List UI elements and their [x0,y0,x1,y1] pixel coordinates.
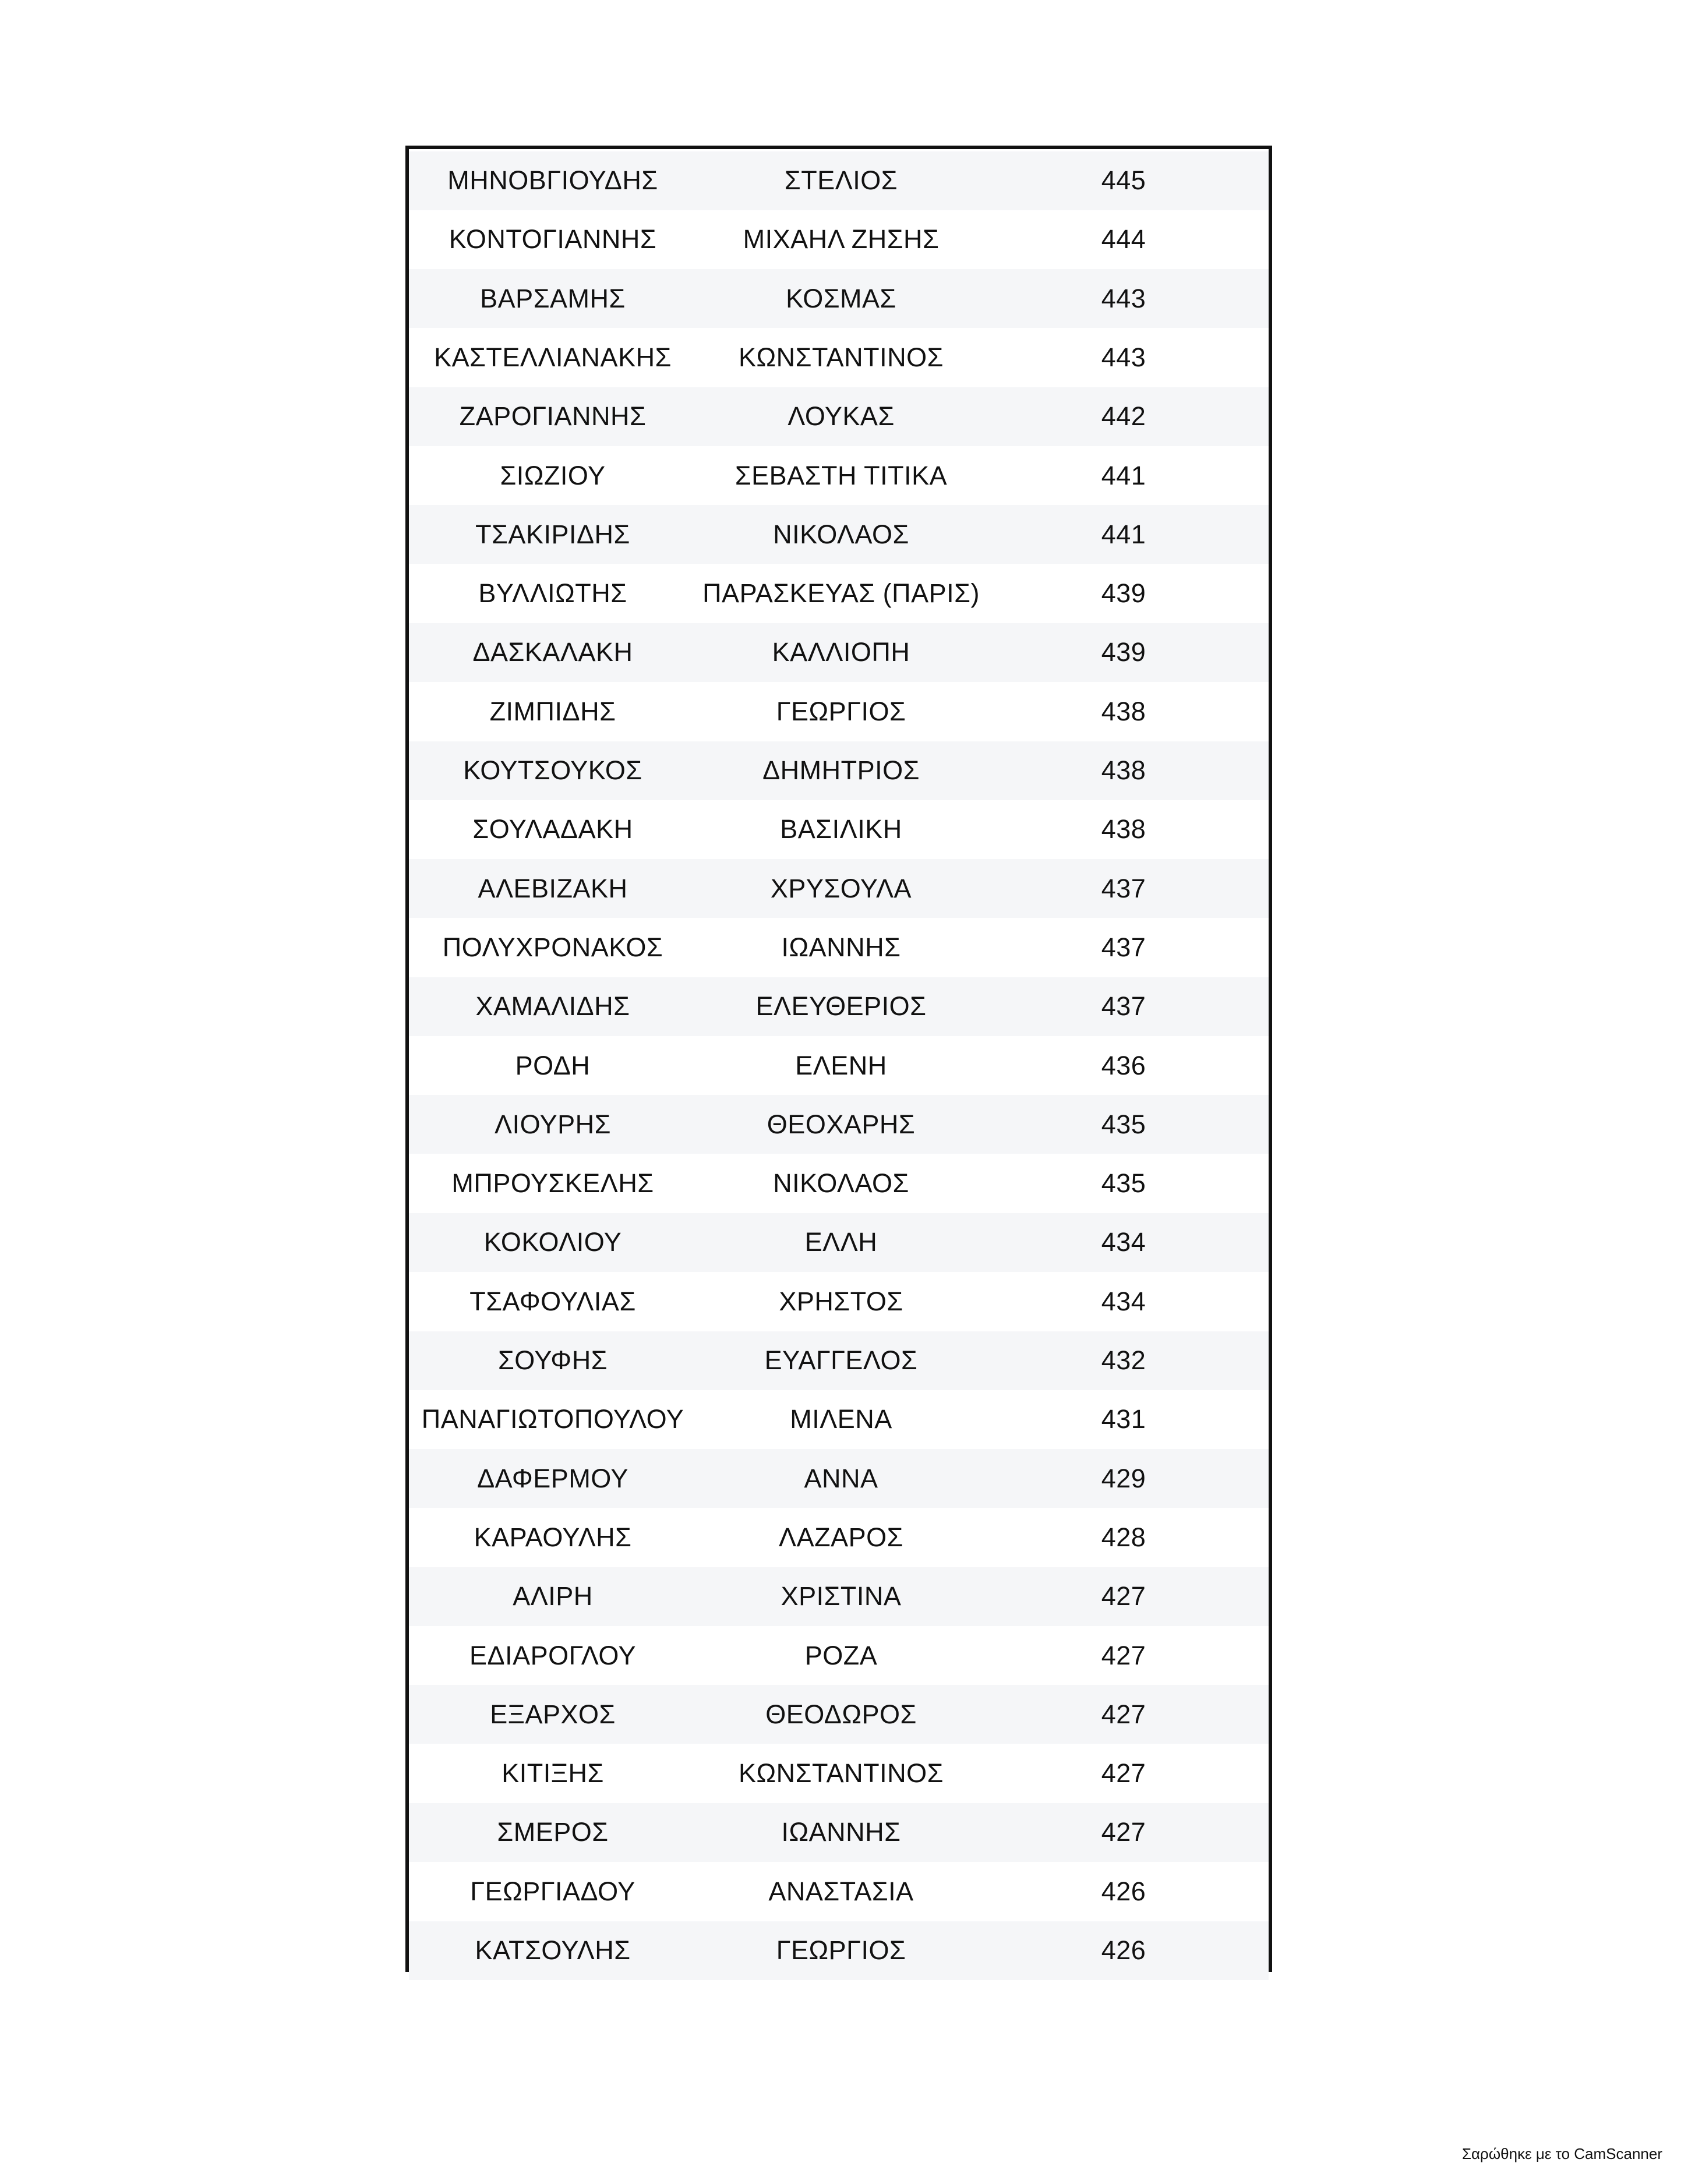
first-name-cell: ΧΡΙΣΤΙΝΑ [781,1581,902,1612]
first-name-cell: ΙΩΑΝΝΗΣ [781,1817,901,1847]
table-row [409,151,1269,210]
table-row [409,1626,1269,1685]
score-cell: 445 [1101,165,1146,195]
score-cell: 439 [1101,578,1146,609]
table-row [409,505,1269,564]
score-cell: 434 [1101,1286,1146,1316]
first-name-cell: ΛΟΥΚΑΣ [788,401,895,432]
table-row [409,446,1269,505]
surname-cell: ΓΕΩΡΓΙΑΔΟΥ [470,1876,635,1906]
score-cell: 437 [1101,873,1146,903]
table-row [409,1567,1269,1626]
first-name-cell: ΛΑΖΑΡΟΣ [779,1522,903,1552]
table-row [409,1036,1269,1095]
score-cell: 429 [1101,1463,1146,1493]
surname-cell: ΚΟΝΤΟΓΙΑΝΝΗΣ [449,224,657,255]
first-name-cell: ΚΑΛΛΙΟΠΗ [772,637,910,667]
table-row [409,918,1269,977]
score-cell: 438 [1101,755,1146,785]
table-row [409,682,1269,741]
table-row [409,210,1269,269]
score-cell: 439 [1101,637,1146,667]
first-name-cell: ΧΡΗΣΤΟΣ [779,1286,903,1316]
score-cell: 443 [1101,283,1146,313]
first-name-cell: ΕΛΛΗ [804,1227,878,1257]
surname-cell: ΜΠΡΟΥΣΚΕΛΗΣ [451,1168,654,1199]
surname-cell: ΒΥΛΛΙΩΤΗΣ [478,578,627,609]
first-name-cell: ΡΟΖΑ [804,1640,878,1670]
surname-cell: ΣΙΩΖΙΟΥ [500,460,606,490]
score-cell: 443 [1101,342,1146,372]
score-cell: 427 [1101,1699,1146,1729]
surname-cell: ΚΟΥΤΣΟΥΚΟΣ [463,755,642,785]
surname-cell: ΕΞΑΡΧΟΣ [490,1699,616,1729]
score-cell: 428 [1101,1522,1146,1552]
score-cell: 426 [1101,1876,1146,1906]
surname-cell: ΚΙΤΙΞΗΣ [502,1758,604,1789]
table-row [409,623,1269,682]
first-name-cell: ΕΛΕΝΗ [795,1050,887,1080]
surname-cell: ΚΑΤΣΟΥΛΗΣ [475,1935,631,1965]
table-row [409,741,1269,800]
surname-cell: ΣΟΥΦΗΣ [497,1345,608,1375]
score-cell: 442 [1101,401,1146,432]
surname-cell: ΡΟΔΗ [515,1050,591,1080]
first-name-cell: ΝΙΚΟΛΑΟΣ [773,1168,909,1199]
first-name-cell: ΑΝΑΣΤΑΣΙΑ [768,1876,914,1906]
surname-cell: ΚΟΚΟΛΙΟΥ [483,1227,622,1257]
surname-cell: ΤΣΑΦΟΥΛΙΑΣ [469,1286,636,1316]
first-name-cell: ΚΩΝΣΤΑΝΤΙΝΟΣ [739,1758,944,1789]
score-cell: 426 [1101,1935,1146,1965]
surname-cell: ΤΣΑΚΙΡΙΔΗΣ [475,519,630,549]
first-name-cell: ΚΩΝΣΤΑΝΤΙΝΟΣ [739,342,944,372]
score-cell: 436 [1101,1050,1146,1080]
surname-cell: ΔΑΦΕΡΜΟΥ [477,1463,628,1493]
first-name-cell: ΓΕΩΡΓΙΟΣ [776,1935,906,1965]
first-name-cell: ΚΟΣΜΑΣ [786,283,896,313]
surname-cell: ΖΙΜΠΙΔΗΣ [489,696,616,726]
first-name-cell: ΝΙΚΟΛΑΟΣ [773,519,909,549]
surname-cell: ΑΛΕΒΙΖΑΚΗ [478,873,628,903]
surname-cell: ΔΑΣΚΑΛΑΚΗ [472,637,633,667]
score-cell: 432 [1101,1345,1146,1375]
score-cell: 435 [1101,1109,1146,1139]
first-name-cell: ΣΕΒΑΣΤΗ ΤΙΤΙΚΑ [734,460,948,490]
surname-cell: ΚΑΡΑΟΥΛΗΣ [474,1522,632,1552]
table-body [409,149,1269,1969]
first-name-cell: ΠΑΡΑΣΚΕΥΑΣ (ΠΑΡΙΣ) [702,578,980,609]
table-row [409,564,1269,623]
first-name-cell: ΕΛΕΥΘΕΡΙΟΣ [755,991,927,1022]
surname-cell: ΕΔΙΑΡΟΓΛΟΥ [469,1640,636,1670]
score-cell: 434 [1101,1227,1146,1257]
table-row [409,1744,1269,1803]
surname-cell: ΑΛΙΡΗ [513,1581,593,1612]
table-row [409,1862,1269,1921]
score-cell: 441 [1101,460,1146,490]
score-cell: 427 [1101,1640,1146,1670]
table-row [409,859,1269,918]
surname-cell: ΠΑΝΑΓΙΩΤΟΠΟΥΛΟΥ [421,1404,684,1434]
score-cell: 427 [1101,1758,1146,1789]
surname-cell: ΣΜΕΡΟΣ [497,1817,609,1847]
table-row [409,1331,1269,1390]
first-name-cell: ΧΡΥΣΟΥΛΑ [770,873,912,903]
first-name-cell: ΒΑΣΙΛΙΚΗ [780,814,902,844]
table-row [409,1154,1269,1213]
surname-cell: ΚΑΣΤΕΛΛΙΑΝΑΚΗΣ [434,342,672,372]
surname-cell: ΒΑΡΣΑΜΗΣ [480,283,626,313]
first-name-cell: ΘΕΟΔΩΡΟΣ [765,1699,917,1729]
score-cell: 441 [1101,519,1146,549]
first-name-cell: ΘΕΟΧΑΡΗΣ [767,1109,916,1139]
surname-cell: ΜΗΝΟΒΓΙΟΥΔΗΣ [447,165,658,195]
table-row [409,1685,1269,1744]
surname-cell: ΛΙΟΥΡΗΣ [495,1109,611,1139]
score-cell: 427 [1101,1581,1146,1612]
first-name-cell: ΜΙΧΑΗΛ ΖΗΣΗΣ [743,224,940,255]
surname-cell: ΧΑΜΑΛΙΔΗΣ [475,991,630,1022]
table-row [409,1213,1269,1272]
score-cell: 427 [1101,1817,1146,1847]
results-table [405,146,1272,1972]
score-cell: 438 [1101,814,1146,844]
score-cell: 437 [1101,932,1146,962]
table-row [409,1803,1269,1862]
score-cell: 438 [1101,696,1146,726]
table-row [409,328,1269,387]
surname-cell: ΖΑΡΟΓΙΑΝΝΗΣ [459,401,647,432]
table-row [409,800,1269,859]
score-cell: 435 [1101,1168,1146,1199]
table-row [409,387,1269,446]
camscanner-watermark: Σαρώθηκε με το CamScanner [1461,2145,1662,2162]
surname-cell: ΠΟΛΥΧΡΟΝΑΚΟΣ [442,932,663,962]
first-name-cell: ΣΤΕΛΙΟΣ [784,165,898,195]
first-name-cell: ΑΝΝΑ [804,1463,878,1493]
first-name-cell: ΓΕΩΡΓΙΟΣ [776,696,906,726]
surname-cell: ΣΟΥΛΑΔΑΚΗ [472,814,633,844]
table-row [409,269,1269,328]
first-name-cell: ΔΗΜΗΤΡΙΟΣ [762,755,920,785]
table-row [409,977,1269,1036]
table-row [409,1272,1269,1331]
first-name-cell: ΜΙΛΕΝΑ [790,1404,892,1434]
table-row [409,1508,1269,1567]
table-row [409,1095,1269,1154]
score-cell: 431 [1101,1404,1146,1434]
table-row [409,1921,1269,1980]
table-row [409,1390,1269,1449]
first-name-cell: ΙΩΑΝΝΗΣ [781,932,901,962]
first-name-cell: ΕΥΑΓΓΕΛΟΣ [764,1345,918,1375]
table-row [409,1449,1269,1508]
score-cell: 444 [1101,224,1146,255]
score-cell: 437 [1101,991,1146,1022]
